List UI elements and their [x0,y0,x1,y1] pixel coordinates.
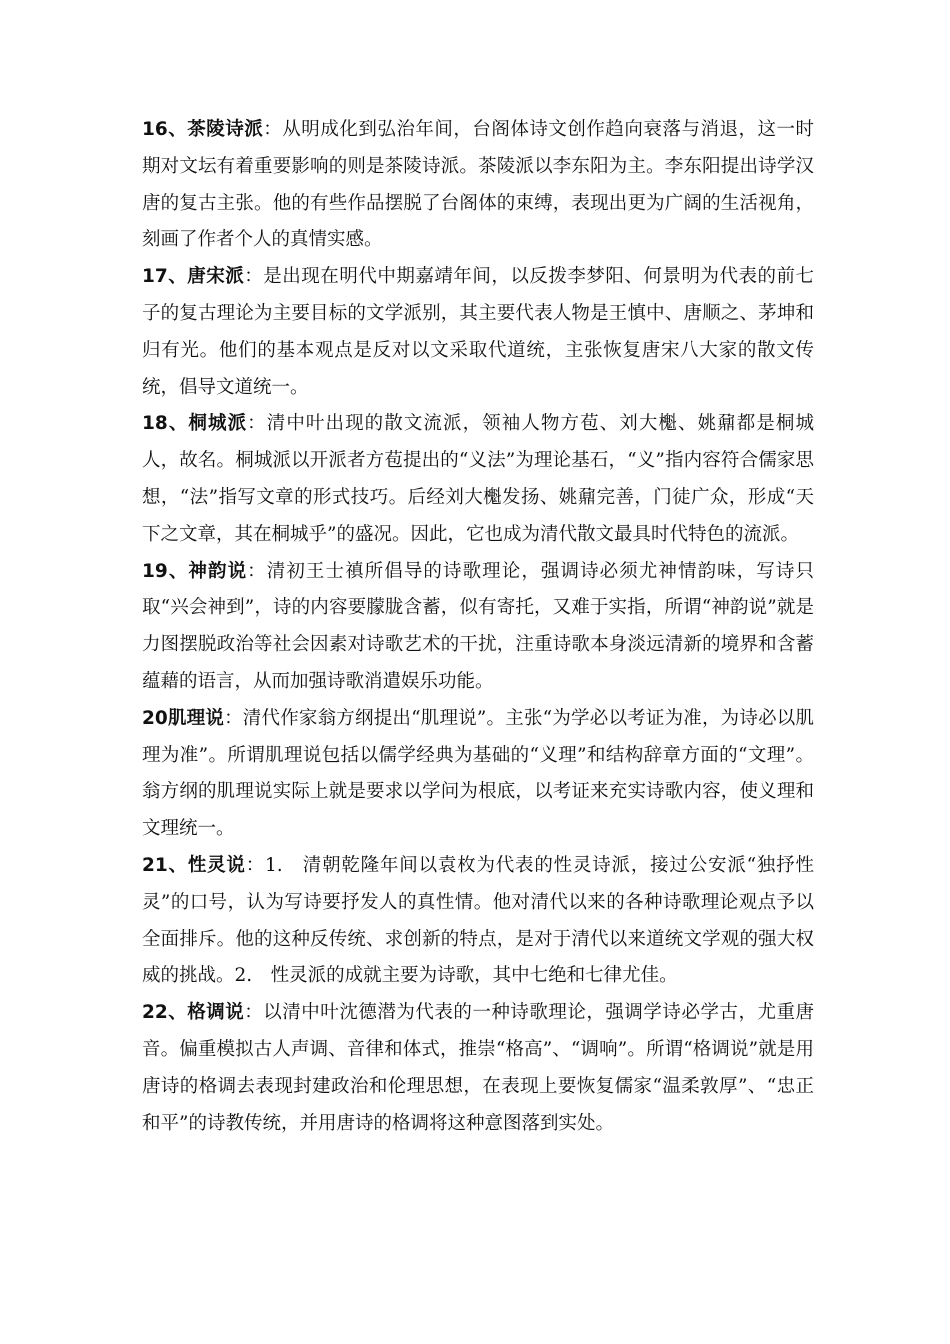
entry-body: ：清中叶出现的散文流派，领袖人物方苞、刘大櫆、姚鼐都是桐城人，故名。桐城派以开派者方苞提出的“义法”为理论基石，“义”指内容符合儒家思想，“法”指写文章的形式技巧。后经刘大櫆发扬、姚鼐完善，门徒广众，形成“天下之文章，其在桐城乎”的盛况。因此，它也成为清代散文最具时代特色的流派。 [142,413,814,545]
entry-term: 18、桐城派 [142,413,248,435]
entry-term: 16、茶陵诗派 [142,119,264,140]
entry-body: ：以清中叶沈德潜为代表的一种诗歌理论，强调学诗必学古，尤重唐音。偏重模拟古人声调、音律和体式，推崇“格高”、“调响”。所谓“格调说”就是用唐诗的格调去表现封建政治和伦理思想，在表现上要恢复儒家“温柔敦厚”、“忠正和平”的诗教传统，并用唐诗的格调将这种意图落到实处。 [142,1002,814,1134]
entry-body: ：清初王士禛所倡导的诗歌理论，强调诗必须尤神情韵味，写诗只取“兴会神到”，诗的内容要朦胧含蓄，似有寄托，又难于实指，所谓“神韵说”就是力图摆脱政治等社会因素对诗歌艺术的干扰，注重诗歌本身淡远清新的境界和含蓄蕴藉的语言，从而加强诗歌消遣娱乐功能。 [142,560,814,692]
entry-term: 19、神韵说 [142,560,248,582]
entry-18 [142,406,814,553]
entry-term: 22、格调说 [142,1002,245,1024]
entry-19 [142,554,814,701]
entry-term: 21、性灵说 [142,854,246,876]
entry-17 [142,259,814,406]
entry-term: 17、唐宋派 [142,266,245,288]
entry-body: ：从明成化到弘治年间，台阁体诗文创作趋向衰落与消退，这一时期对文坛有着重要影响的则是茶陵诗派。茶陵派以李东阳为主。李东阳提出诗学汉唐的复古主张。他的有些作品摆脱了台阁体的束缚，表现出更为广阔的生活视角，刻画了作者个人的真情实感。 [142,119,814,251]
entry-term: 20肌理说 [142,707,225,729]
entry-22 [142,995,814,1142]
entry-16 [142,112,814,259]
entry-body: ：是出现在明代中期嘉靖年间，以反拨李梦阳、何景明为代表的前七子的复古理论为主要目标的文学派别，其主要代表人物是王慎中、唐顺之、茅坤和归有光。他们的基本观点是反对以文采取代道统，主张恢复唐宋八大家的散文传统，倡导文道统一。 [142,266,814,398]
entry-20 [142,701,814,848]
document-page [142,112,814,1142]
entry-body: ：清代作家翁方纲提出“肌理说”。主张“为学必以考证为准，为诗必以肌理为准”。所谓肌理说包括以儒学经典为基础的“义理”和结构辞章方面的“文理”。翁方纲的肌理说实际上就是要求以学问为根底，以考证来充实诗歌内容，使义理和文理统一。 [142,707,814,840]
entry-body: ：1. 清朝乾隆年间以袁枚为代表的性灵诗派，接过公安派“独抒性灵”的口号，认为写诗要抒发人的真性情。他对清代以来的各种诗歌理论观点予以全面排斥。他的这种反传统、求创新的特点，是对于清代以来道统文学观的强大权威的挑战。2. 性灵派的成就主要为诗歌，其中七绝和七律尤佳。 [142,854,814,987]
entry-21 [142,848,814,995]
